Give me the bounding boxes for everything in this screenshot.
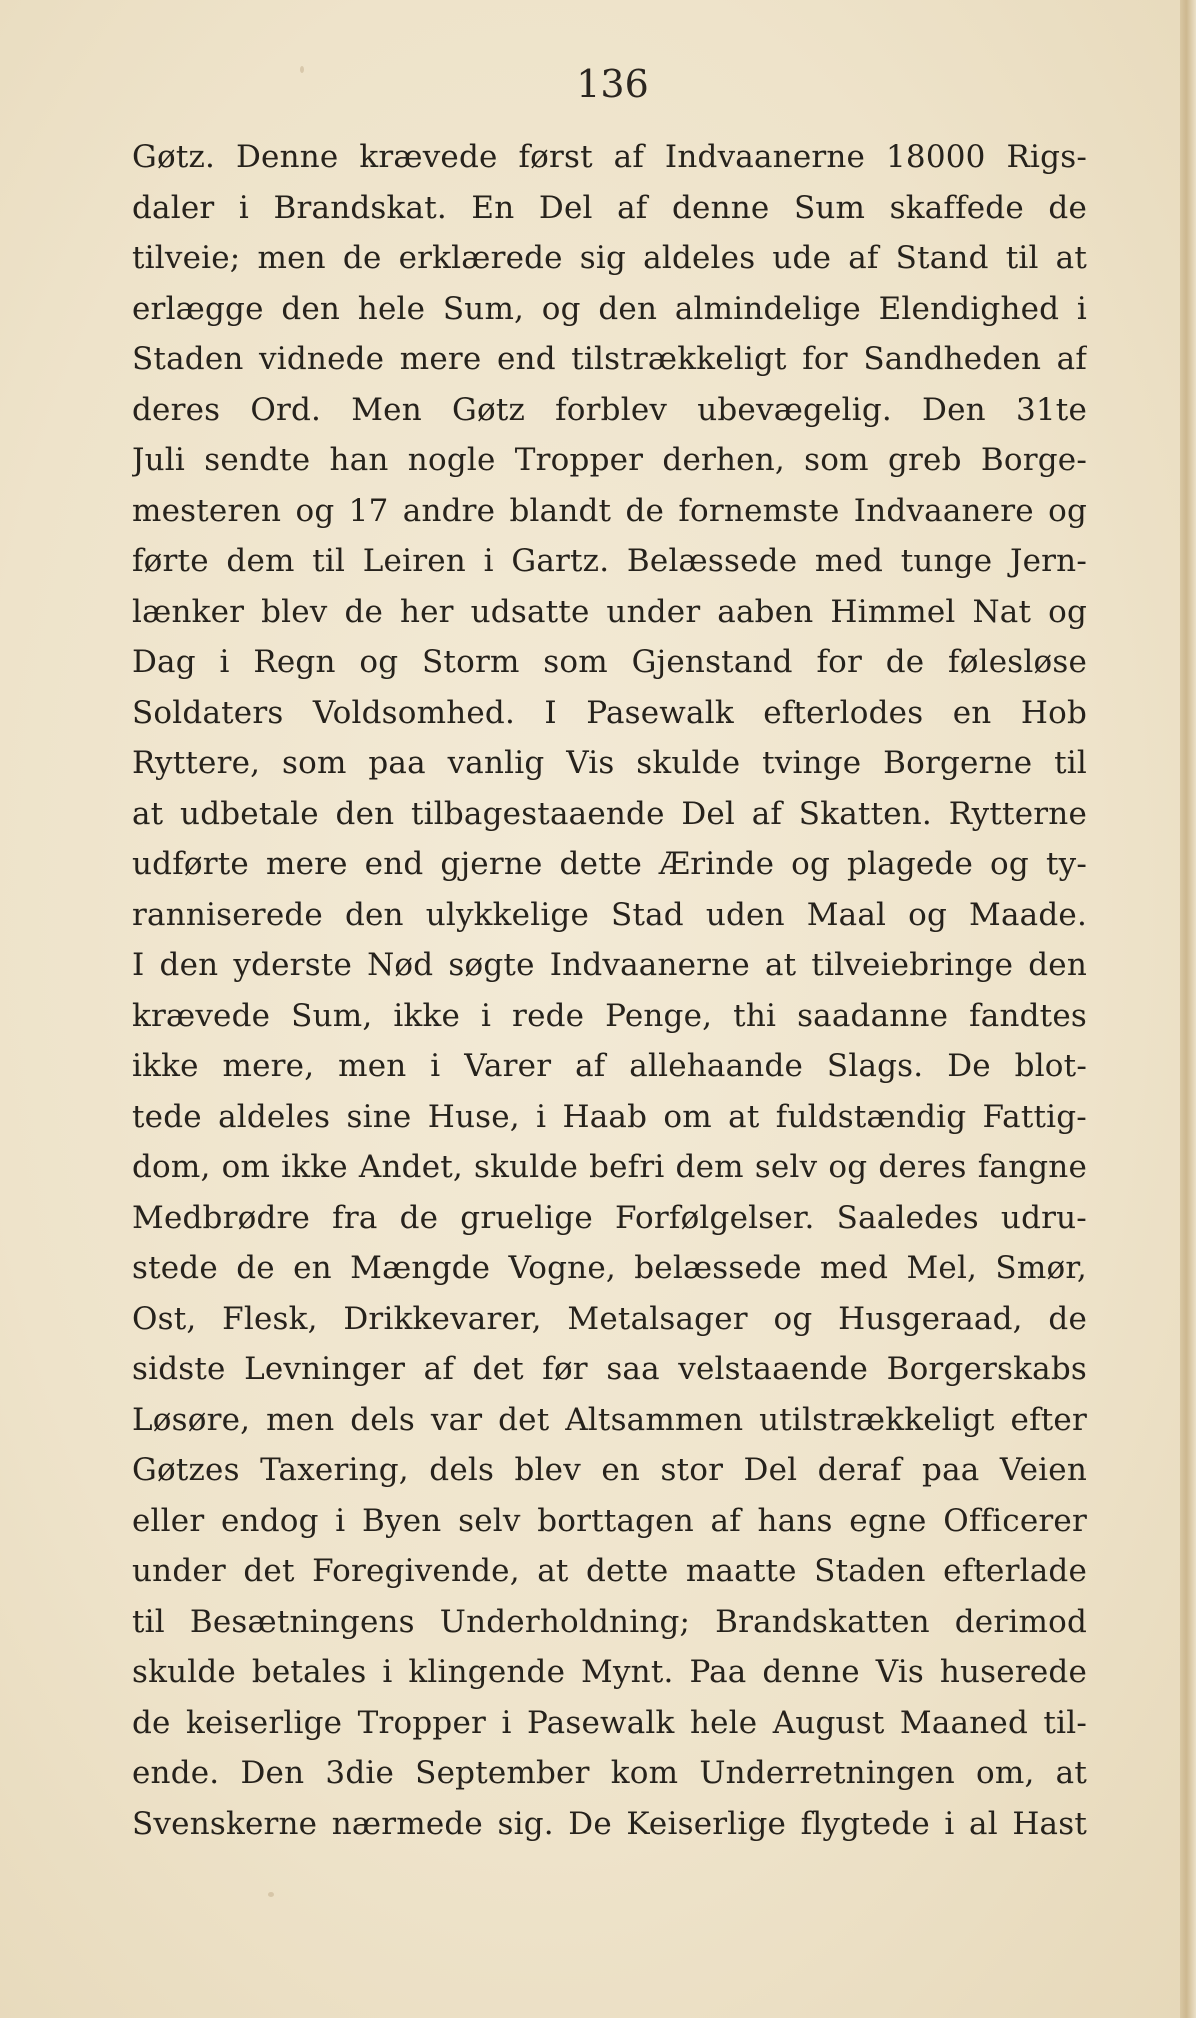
text-line: deres Ord. Men Gøtz forblev ubevægelig. Den 31te xyxy=(132,391,1087,428)
text-line: sidste Levninger af det før saa velstaaende Borgerskabs xyxy=(132,1351,1087,1387)
body-text xyxy=(132,132,1087,1849)
text-line: til Besætningens Underholdning; Brandskatten derimod xyxy=(132,1603,1087,1640)
text-line: dom, om ikke Andet, skulde befri dem selv og deres fangne xyxy=(132,1149,1087,1185)
text-line: daler i Brandskat. En Del af denne Sum skaffede de xyxy=(132,189,1087,226)
text-line: Dag i Regn og Storm som Gjenstand for de følesløse xyxy=(132,644,1087,680)
text-line: erlægge den hele Sum, og den almindelige Elendighed i xyxy=(132,290,1087,327)
text-line: I den yderste Nød søgte Indvaanerne at tilveiebringe den xyxy=(132,947,1087,983)
text-line: Gøtz. Denne krævede først af Indvaanerne 18000 Rigs- xyxy=(132,139,1087,175)
text-line: mesteren og 17 andre blandt de fornemste Indvaanere og xyxy=(132,492,1087,529)
text-line: Løsøre, men dels var det Altsammen utilstrækkeligt efter xyxy=(132,1401,1087,1438)
text-line: skulde betales i klingende Mynt. Paa denne Vis huserede xyxy=(132,1654,1087,1690)
text-line: tilveie; men de erklærede sig aldeles ude af Stand til at xyxy=(132,240,1087,276)
page-number: 136 xyxy=(576,62,649,106)
text-line: at udbetale den tilbagestaaende Del af Skatten. Rytterne xyxy=(132,795,1087,832)
text-line: lænker blev de her udsatte under aaben Himmel Nat og xyxy=(132,593,1087,630)
text-line: Juli sendte han nogle Tropper derhen, som greb Borge- xyxy=(132,442,1087,478)
text-line: Ryttere, som paa vanlig Vis skulde tvinge Borgerne til xyxy=(132,745,1087,781)
text-line: førte dem til Leiren i Gartz. Belæssede med tunge Jern- xyxy=(132,543,1087,579)
text-line: Soldaters Voldsomhed. I Pasewalk efterlodes en Hob xyxy=(132,694,1087,731)
text-line: Staden vidnede mere end tilstrækkeligt for Sandheden af xyxy=(132,341,1087,377)
text-line: ranniserede den ulykkelige Stad uden Maal og Maade. xyxy=(132,896,1087,933)
text-line: under det Foregivende, at dette maatte Staden efterlade xyxy=(132,1553,1087,1589)
page-edge xyxy=(1180,0,1196,2018)
text-line: ikke mere, men i Varer af allehaande Slags. De blot- xyxy=(132,1048,1087,1084)
text-line: krævede Sum, ikke i rede Penge, thi saadanne fandtes xyxy=(132,997,1087,1034)
text-line: Svenskerne nærmede sig. De Keiserlige flygtede i al Hast xyxy=(132,1805,1087,1842)
text-line: eller endog i Byen selv borttagen af hans egne Officerer xyxy=(132,1502,1087,1539)
text-line: Gøtzes Taxering, dels blev en stor Del deraf paa Veien xyxy=(132,1452,1087,1488)
text-line: stede de en Mængde Vogne, belæssede med Mel, Smør, xyxy=(132,1250,1087,1286)
text-line: de keiserlige Tropper i Pasewalk hele August Maaned til- xyxy=(132,1704,1087,1741)
text-line: udførte mere end gjerne dette Ærinde og plagede og ty- xyxy=(132,846,1087,882)
text-line: Medbrødre fra de gruelige Forfølgelser. Saaledes udru- xyxy=(132,1199,1087,1236)
text-line: Ost, Flesk, Drikkevarer, Metalsager og Husgeraad, de xyxy=(132,1300,1087,1337)
paper-stain xyxy=(268,1892,274,1897)
text-line: tede aldeles sine Huse, i Haab om at fuldstændig Fattig- xyxy=(132,1098,1087,1135)
text-line: ende. Den 3die September kom Underretningen om, at xyxy=(132,1755,1087,1791)
